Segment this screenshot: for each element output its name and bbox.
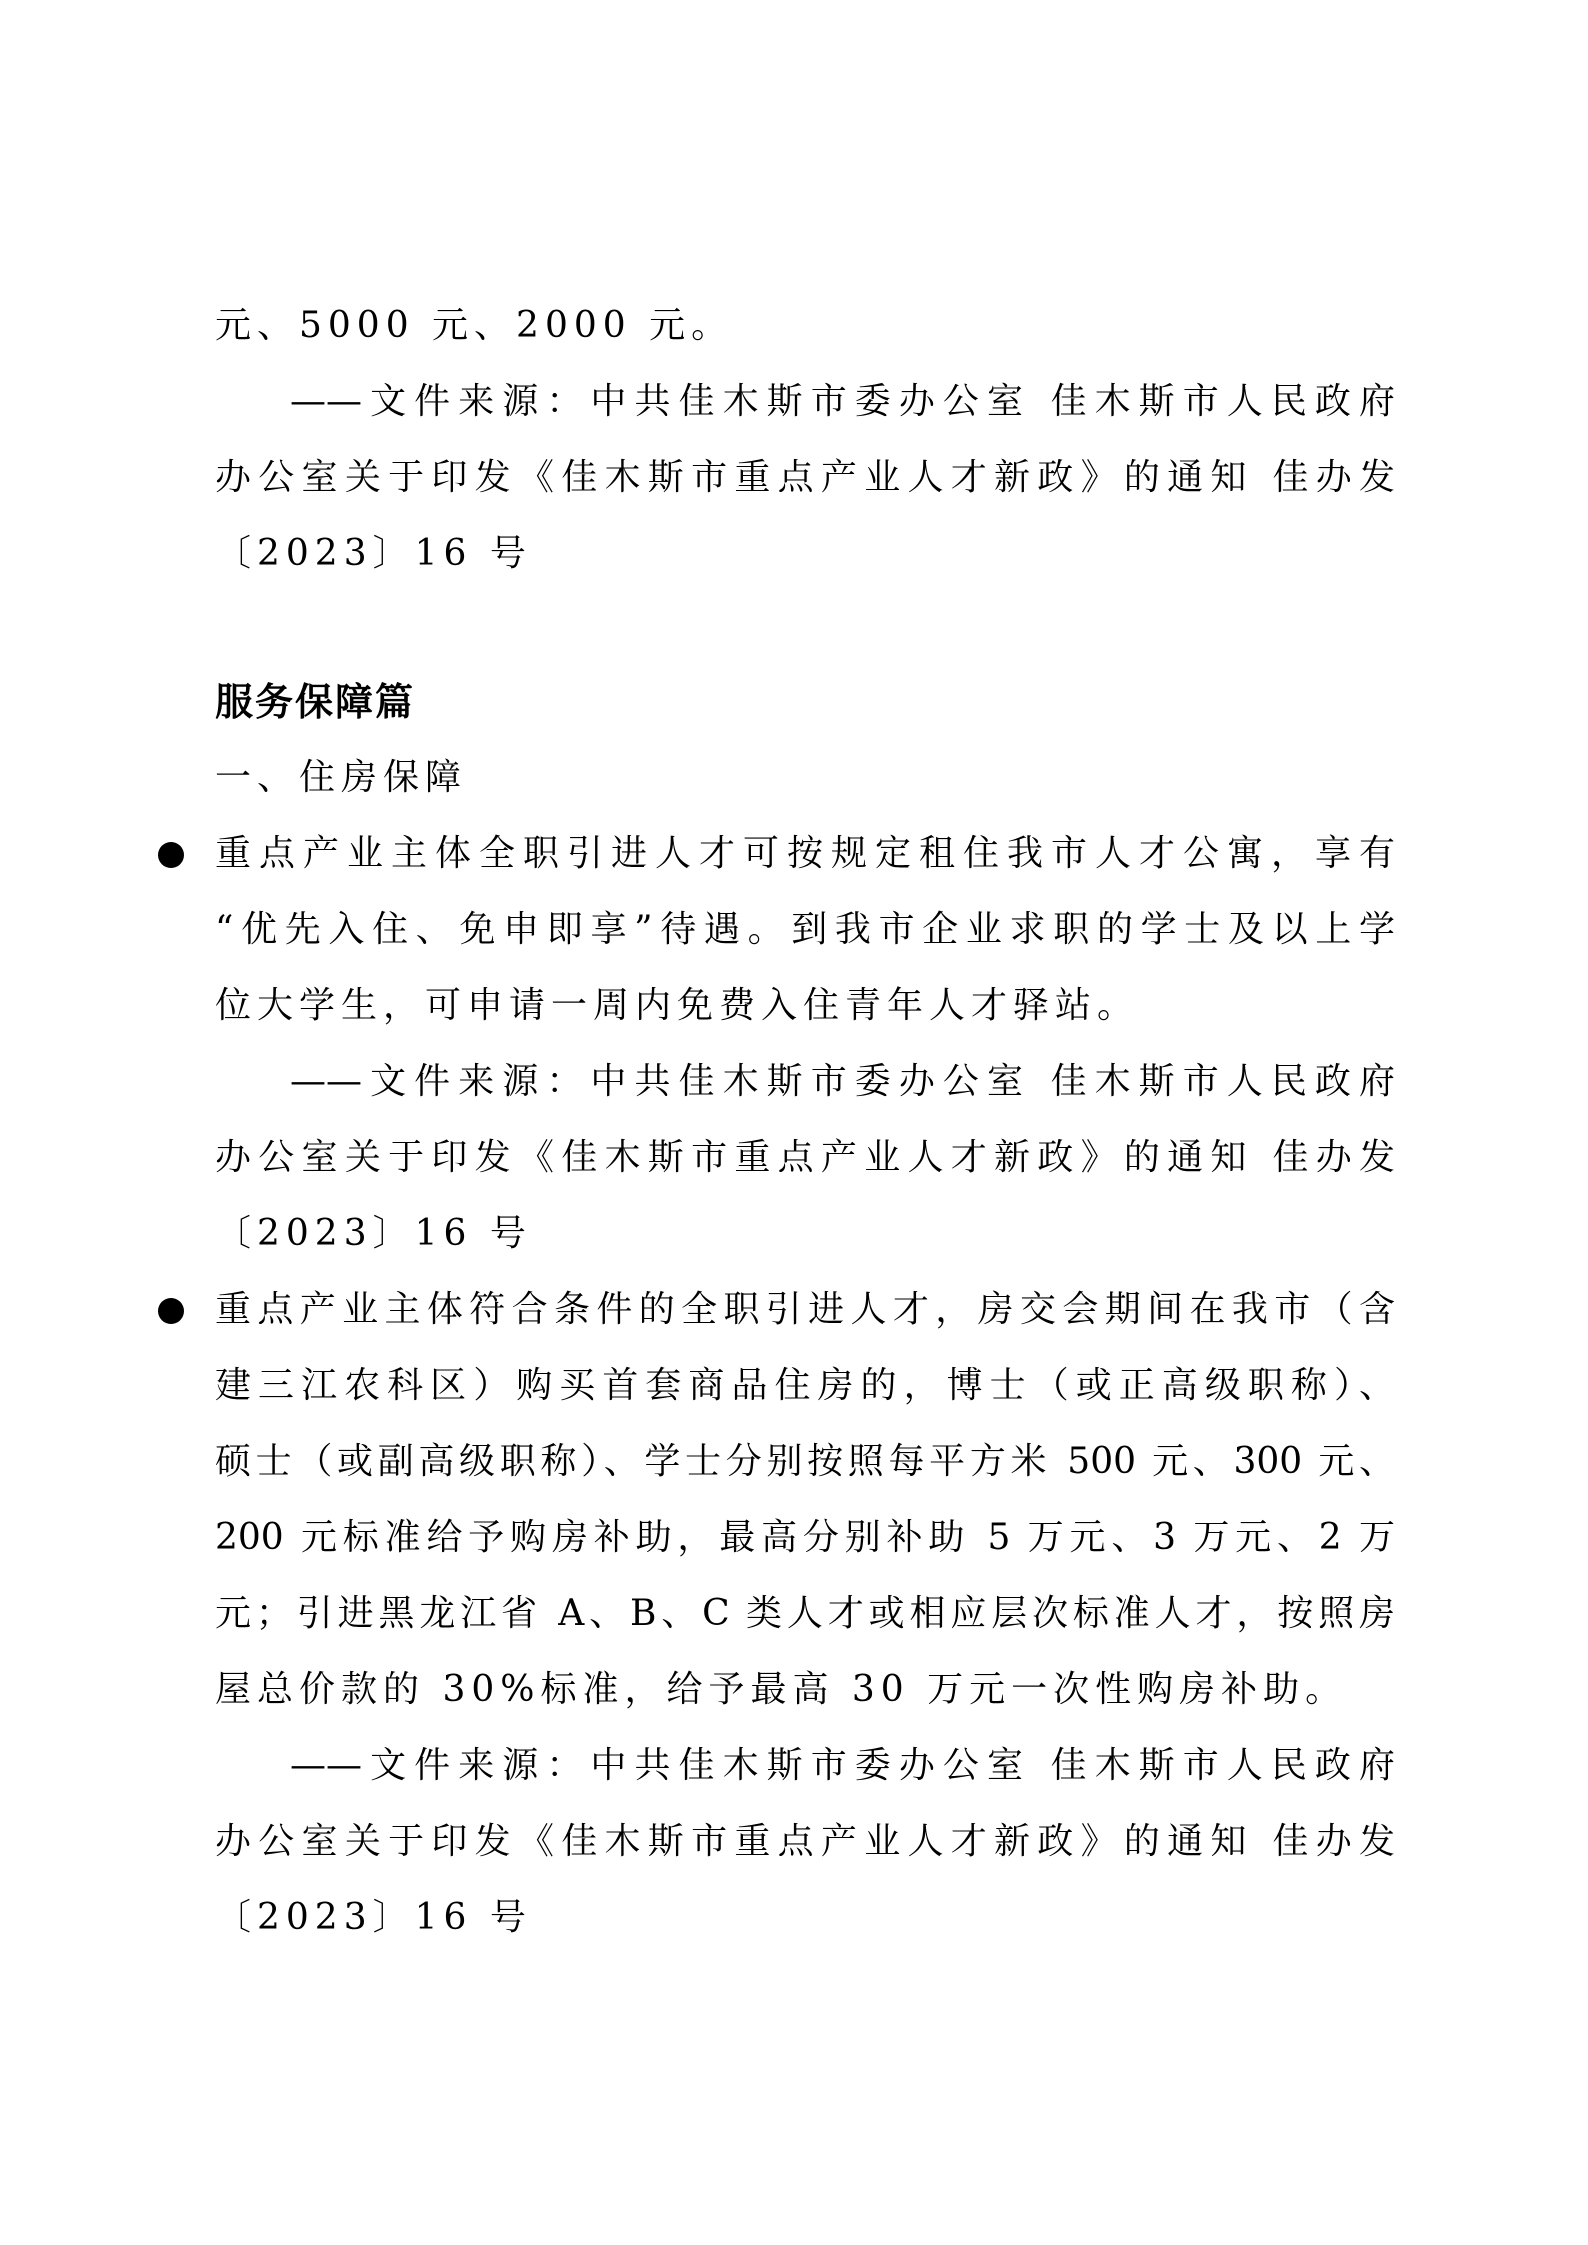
section-subtitle: 一、住房保障: [215, 757, 468, 798]
bullet-dot: [158, 842, 184, 868]
source-citation: 办公室关于印发《佳木斯市重点产业人才新政》的通知 佳办发: [215, 1137, 1395, 1178]
bullet-text: 重点产业主体全职引进人才可按规定租住我市人才公寓，享有: [215, 833, 1395, 874]
source-citation: 办公室关于印发《佳木斯市重点产业人才新政》的通知 佳办发: [215, 457, 1395, 498]
bullet-text: 硕士（或副高级职称）、学士分别按照每平方米 500 元、300 元、: [215, 1441, 1395, 1482]
bullet-text: “优先入住、免申即享”待遇。到我市企业求职的学士及以上学: [215, 909, 1395, 950]
bullet-text: 位大学生，可申请一周内免费入住青年人才驿站。: [215, 985, 1140, 1026]
section-title: 服务保障篇: [215, 680, 416, 724]
bullet-text: 建三江农科区）购买首套商品住房的，博士（或正高级职称）、: [215, 1365, 1395, 1406]
source-citation: 〔2023〕16 号: [215, 1897, 532, 1938]
source-citation: ——文件来源：中共佳木斯市委办公室 佳木斯市人民政府: [290, 381, 1395, 422]
bullet-text: 屋总价款的 30%标准，给予最高 30 万元一次性购房补助。: [215, 1669, 1348, 1710]
continuation-text: 元、5000 元、2000 元。: [215, 305, 734, 346]
bullet-dot: [158, 1298, 184, 1324]
source-citation: 办公室关于印发《佳木斯市重点产业人才新政》的通知 佳办发: [215, 1821, 1395, 1862]
source-citation: 〔2023〕16 号: [215, 533, 532, 574]
source-citation: ——文件来源：中共佳木斯市委办公室 佳木斯市人民政府: [290, 1061, 1395, 1102]
bullet-text: 200 元标准给予购房补助，最高分别补助 5 万元、3 万元、2 万: [215, 1517, 1395, 1558]
source-citation: ——文件来源：中共佳木斯市委办公室 佳木斯市人民政府: [290, 1745, 1395, 1786]
source-citation: 〔2023〕16 号: [215, 1213, 532, 1254]
bullet-text: 元；引进黑龙江省 A、B、C 类人才或相应层次标准人才，按照房: [215, 1593, 1395, 1634]
bullet-text: 重点产业主体符合条件的全职引进人才，房交会期间在我市（含: [215, 1289, 1395, 1330]
